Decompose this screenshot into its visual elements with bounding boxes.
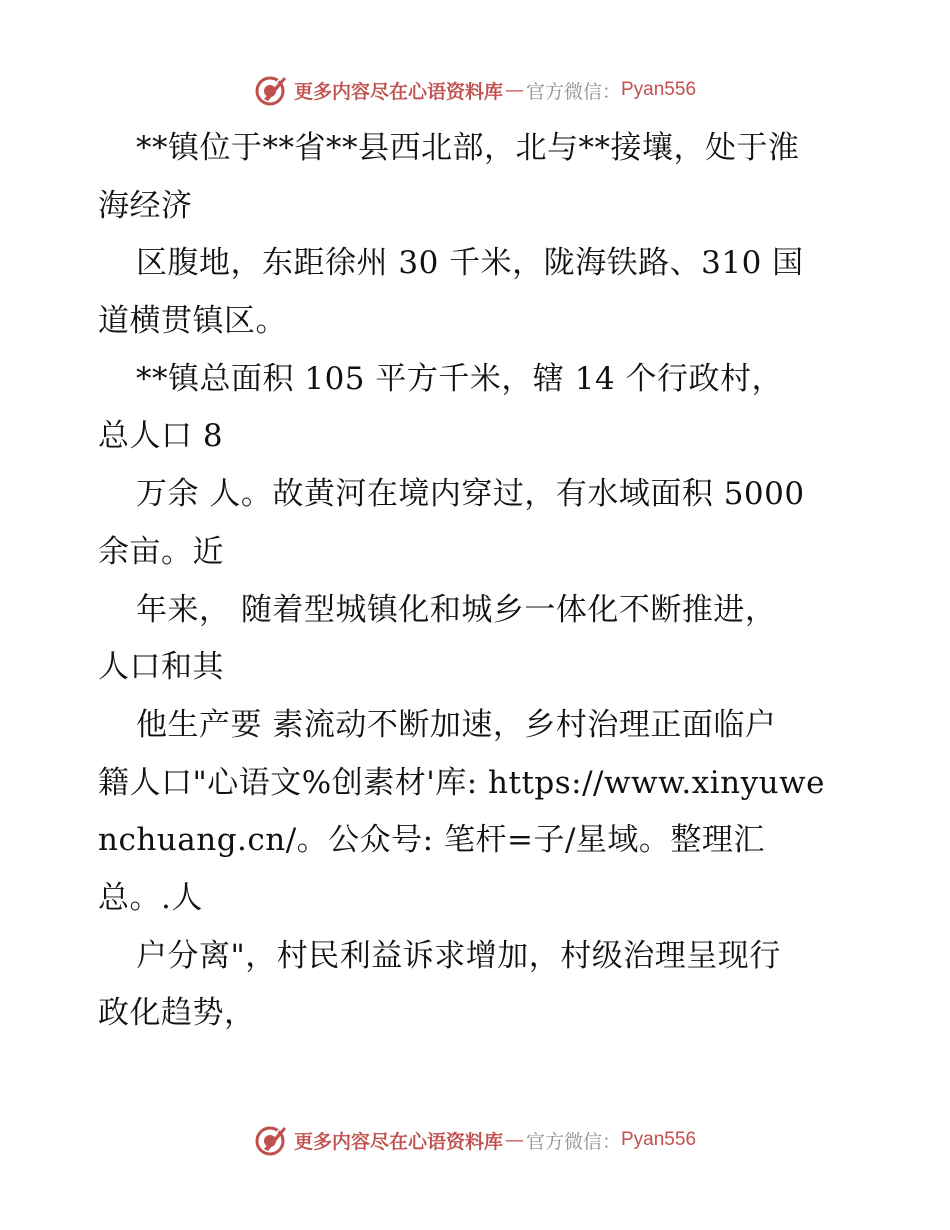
- text-line: 总。.人: [98, 879, 203, 916]
- text-line: **镇位于**省**县西北部，北与**接壤，处于淮: [136, 130, 800, 166]
- text-line: 他生产要 素流动不断加速，乡村治理正面临户: [136, 706, 777, 743]
- banner-dash: —: [504, 1129, 524, 1151]
- banner-wechat-label: 官方微信：: [525, 1130, 621, 1153]
- text-line: 户分离"，村民利益诉求增加，村级治理呈现行: [136, 937, 781, 974]
- document-body: [98, 120, 854, 1043]
- text-line: 总人口 8: [98, 418, 224, 455]
- text-line: 年来， 随着型城镇化和城乡一体化不断推进，: [136, 591, 777, 628]
- quill-logo-icon: [254, 1123, 288, 1157]
- text-line: 政化趋势，: [98, 995, 256, 1032]
- text-line: 区腹地，东距徐州 30 千米，陇海铁路、310 国: [136, 245, 804, 282]
- text-line: 籍人口"心语文%创素材'库: https://www.xinyuwe: [98, 764, 826, 801]
- header-banner: [0, 70, 950, 110]
- text-line: **镇总面积 105 平方千米，辖 14 个行政村，: [136, 360, 784, 397]
- text-line: 道横贯镇区。: [98, 303, 287, 340]
- text-line: 海经济: [98, 187, 193, 224]
- banner-wechat-id: Pyan556: [621, 1129, 697, 1150]
- text-line: nchuang.cn/。公众号: 笔杆=子/星域。整理汇: [98, 822, 765, 859]
- banner-dash: —: [504, 79, 524, 101]
- banner-wechat-label: 官方微信：: [525, 80, 621, 103]
- banner-site-text: 更多内容尽在心语资料库: [293, 1130, 503, 1153]
- footer-banner: [0, 1120, 950, 1160]
- banner-site-text: 更多内容尽在心语资料库: [293, 80, 503, 103]
- text-line: 万余 人。故黄河在境内穿过，有水域面积 5000: [136, 476, 805, 513]
- text-line: 人口和其: [98, 649, 224, 686]
- text-line: 余亩。近: [98, 533, 224, 570]
- quill-logo-icon: [254, 73, 288, 107]
- banner-wechat-id: Pyan556: [621, 79, 697, 100]
